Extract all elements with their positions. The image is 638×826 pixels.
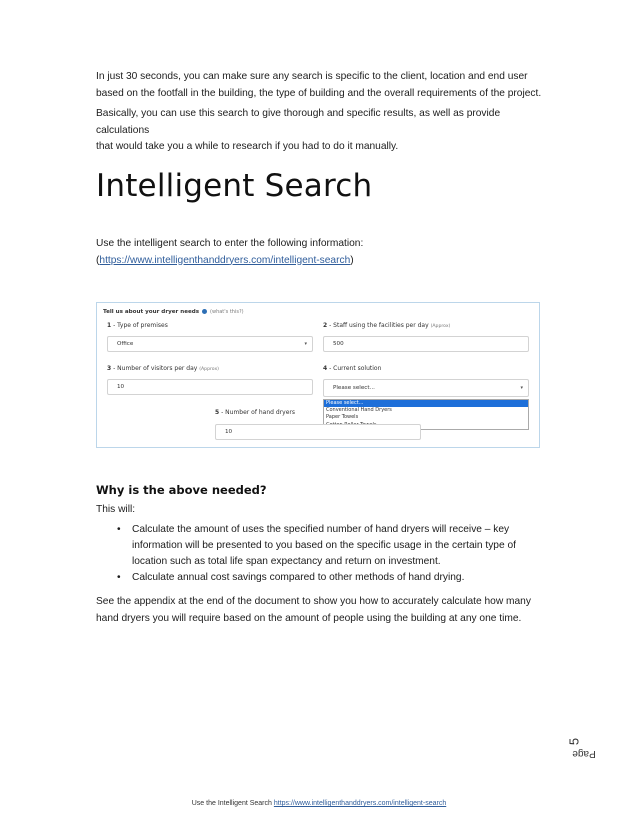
intro-paragraph-2 [96,106,556,156]
field-number: 4 [323,365,328,372]
list-item [96,522,546,570]
bullet-icon: • [117,524,121,535]
form-title [103,309,244,315]
field-label-text: - Staff using the facilities per day [327,322,429,329]
field-number: 3 [107,365,112,372]
field-number: 5 [215,409,220,416]
field-number: 1 [107,322,112,329]
bullet-icon: • [117,572,121,583]
premises-select[interactable] [107,336,313,352]
form-title-hint[interactable]: (what's this?) [210,309,244,315]
intro-paragraph-1 [96,69,556,102]
staff-value: 500 [333,341,344,347]
dropdown-option[interactable]: Conventional Hand Dryers [326,407,392,414]
bullet-line: location such as total life span expectancy and return on investment. [132,556,441,567]
list-item [96,570,546,586]
instructions-text: Use the intelligent search to enter the following information: [96,238,364,249]
dropdown-option[interactable]: Paper Towels [326,414,359,421]
chevron-down-icon: ▾ [304,341,307,347]
intelligent-search-link[interactable]: https://www.intelligenthanddryers.com/intelligent-search [99,254,351,266]
visitors-value: 10 [117,384,125,390]
field-hint: (Approx) [199,367,219,372]
field-label-text: - Number of hand dryers [219,409,295,416]
current-solution-label [323,365,381,372]
paren-close: ) [350,254,354,266]
field-label-text: - Number of visitors per day [111,365,198,372]
instructions-paragraph [96,236,556,269]
visitors-label [107,365,219,372]
field-hint: (Approx) [430,324,451,329]
dropdown-option[interactable]: Please select... [324,400,528,407]
premises-label [107,322,168,329]
intro-line: that would take you a while to research if you had to do it manually. [96,141,399,152]
paren-open: ( [96,254,100,266]
footer-link[interactable]: https://www.intelligenthanddryers.com/intelligent-search [273,800,447,807]
intro-line: In just 30 seconds, you can make sure any search is specific to the client, location and end user [96,71,528,82]
why-lead: This will: [96,504,136,515]
page-label: Page [572,748,596,759]
page-footer [0,800,638,807]
intro-line: based on the footfall in the building, the type of building and the overall requirements of the project. [96,87,542,99]
staff-label [323,322,450,329]
visitors-input[interactable] [107,379,313,395]
current-solution-value: Please select... [333,385,375,391]
appendix-line: See the appendix at the end of the document to show you how to accurately calculate how many [96,596,531,607]
benefits-list [96,522,546,586]
section-heading: Intelligent Search [96,168,373,204]
field-number: 2 [323,322,328,329]
hand-dryers-value: 10 [225,429,233,435]
bullet-line: Calculate annual cost savings compared to other methods of hand drying. [132,572,465,583]
hand-dryers-label [215,409,295,416]
bullet-line: information will be presented to you based on the specific usage in the certain type of [132,540,516,551]
page-number-value: 5 [566,737,582,746]
footer-text: Use the Intelligent Search [191,800,274,807]
staff-input[interactable] [323,336,529,352]
current-solution-select[interactable] [323,379,529,397]
field-label-text: - Type of premises [111,322,168,329]
bullet-line: Calculate the amount of uses the specified number of hand dryers will receive – key [132,524,510,535]
dryer-needs-form [96,302,540,448]
appendix-line: hand dryers you will require based on the amount of people using the building at any one time. [96,612,522,624]
field-label-text: - Current solution [327,365,382,372]
form-title-text: Tell us about your dryer needs [103,309,200,315]
why-heading: Why is the above needed? [96,483,267,497]
appendix-paragraph [96,594,556,627]
intro-line: Basically, you can use this search to give thorough and specific results, as well as provide calculations [96,108,501,136]
premises-value: Office [117,341,134,347]
page-number [566,722,596,759]
chevron-down-icon: ▾ [520,385,523,391]
hand-dryers-input[interactable] [215,424,421,440]
info-icon[interactable] [202,309,207,314]
